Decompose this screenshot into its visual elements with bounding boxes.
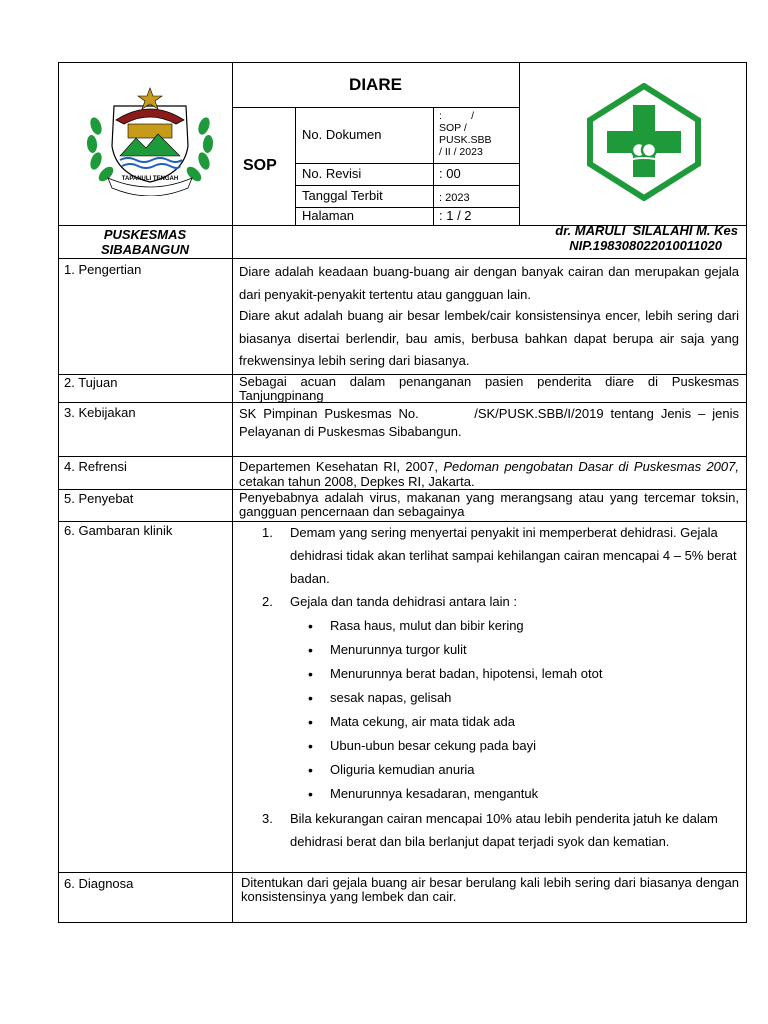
section-label-diagnosa: 6. Diagnosa <box>64 876 134 891</box>
logo-banner-text: TAPANULI TENGAH <box>121 176 179 182</box>
list-item: • Rasa haus, mulut dan bibir kering <box>308 614 742 638</box>
section-label-kebijakan: 3. Kebijakan <box>64 405 136 420</box>
list-item: 3. Bila kekurangan cairan mencapai 10% atau lebih penderita jatuh ke dalam dehidrasi berat dan bila berlanjut dapat terjadi syok dan kematian. <box>262 811 718 849</box>
regency-logo <box>84 86 216 196</box>
section-label-gambaran-klinik: 6. Gambaran klinik <box>64 523 173 538</box>
signer-name: dr. MARULI SILALAHI M. Kes <box>555 223 738 238</box>
list-item: 2. Gejala dan tanda dehidrasi antara lain : <box>262 594 517 609</box>
pengertian-text-2: Diare akut adalah buang air besar lembek/cair konsistensinya encer, lebih sering dari biasanya disertai berlendir, bau amis, berbusa bahkan dapat berupa air saja yang frekwensinya lebih sering dari biasanya. <box>239 308 739 368</box>
section-label-penyebab: 5. Penyebat <box>64 491 134 506</box>
page-value: : 1 / 2 <box>439 208 472 223</box>
doc-number-label: No. Dokumen <box>302 127 382 142</box>
list-item: • sesak napas, gelisah <box>308 686 742 710</box>
sop-label: SOP <box>243 157 277 174</box>
revision-value: : 00 <box>439 166 461 181</box>
signer-nip: NIP.198308022010011020 <box>569 238 722 253</box>
referensi-author: Departemen Kesehatan RI, 2007, <box>239 459 444 474</box>
pengertian-text-1: Diare adalah keadaan buang-buang air dengan banyak cairan dan merupakan gejala dari penyakit-penyakit tertentu atau gangguan lain. <box>239 264 739 302</box>
list-item: • Menurunnya berat badan, hipotensi, lemah otot <box>308 662 742 686</box>
referensi-book-title: Pedoman pengobatan Dasar di Puskesmas 2007, <box>443 459 739 474</box>
document-title: DIARE <box>349 75 402 94</box>
penyebab-text: Penyebabnya adalah virus, makanan yang merangsang atau yang tercemar toksin, gangguan pencernaan dan sebagainya <box>239 490 739 519</box>
kebijakan-text: SK Pimpinan Puskesmas No. /SK/PUSK.SBB/I/2019 tentang Jenis – jenis Pelayanan di Puskesmas Sibabangun. <box>239 406 747 439</box>
list-item: • Menurunnya kesadaran, mengantuk <box>308 782 742 806</box>
section-label-tujuan: 2. Tujuan <box>64 375 118 390</box>
list-item: 1. Demam yang sering menyertai penyakit ini memperberat dehidrasi. Gejala dehidrasi tidak akan terlihat sampai kehilangan cairan mencapai 4 – 5% berat badan. <box>262 525 737 586</box>
referensi-text <box>239 459 739 489</box>
doc-number-value: : / SOP / PUSK.SBB / II / 2023 <box>439 110 492 158</box>
dehydration-signs <box>308 614 742 806</box>
list-item: • Menurunnya turgor kulit <box>308 638 742 662</box>
section-label-pengertian: 1. Pengertian <box>64 262 142 277</box>
list-item: • Oliguria kemudian anuria <box>308 758 742 782</box>
diagnosa-text: Ditentukan dari gejala buang air besar berulang kali lebih sering dari biasanya dengan konsistensinya yang lembek dan cair. <box>241 875 739 904</box>
section-label-referensi: 4. Refrensi <box>64 459 127 474</box>
issue-date-label: Tanggal Terbit <box>302 188 383 203</box>
issue-date-value: : 2023 <box>439 192 470 204</box>
revision-label: No. Revisi <box>302 166 362 181</box>
page-label: Halaman <box>302 208 355 223</box>
referensi-publisher: cetakan tahun 2008, Depkes RI, Jakarta. <box>239 474 475 489</box>
tujuan-text: Sebagai acuan dalam penanganan pasien penderita diare di Puskesmas Tanjungpinang <box>239 374 739 403</box>
puskesmas-logo <box>585 83 703 201</box>
list-item: • Ubun-ubun besar cekung pada bayi <box>308 734 742 758</box>
org-name: PUSKESMAS SIBABANGUN <box>100 227 190 257</box>
list-item: • Mata cekung, air mata tidak ada <box>308 710 742 734</box>
gambaran-klinik-list <box>262 521 742 853</box>
